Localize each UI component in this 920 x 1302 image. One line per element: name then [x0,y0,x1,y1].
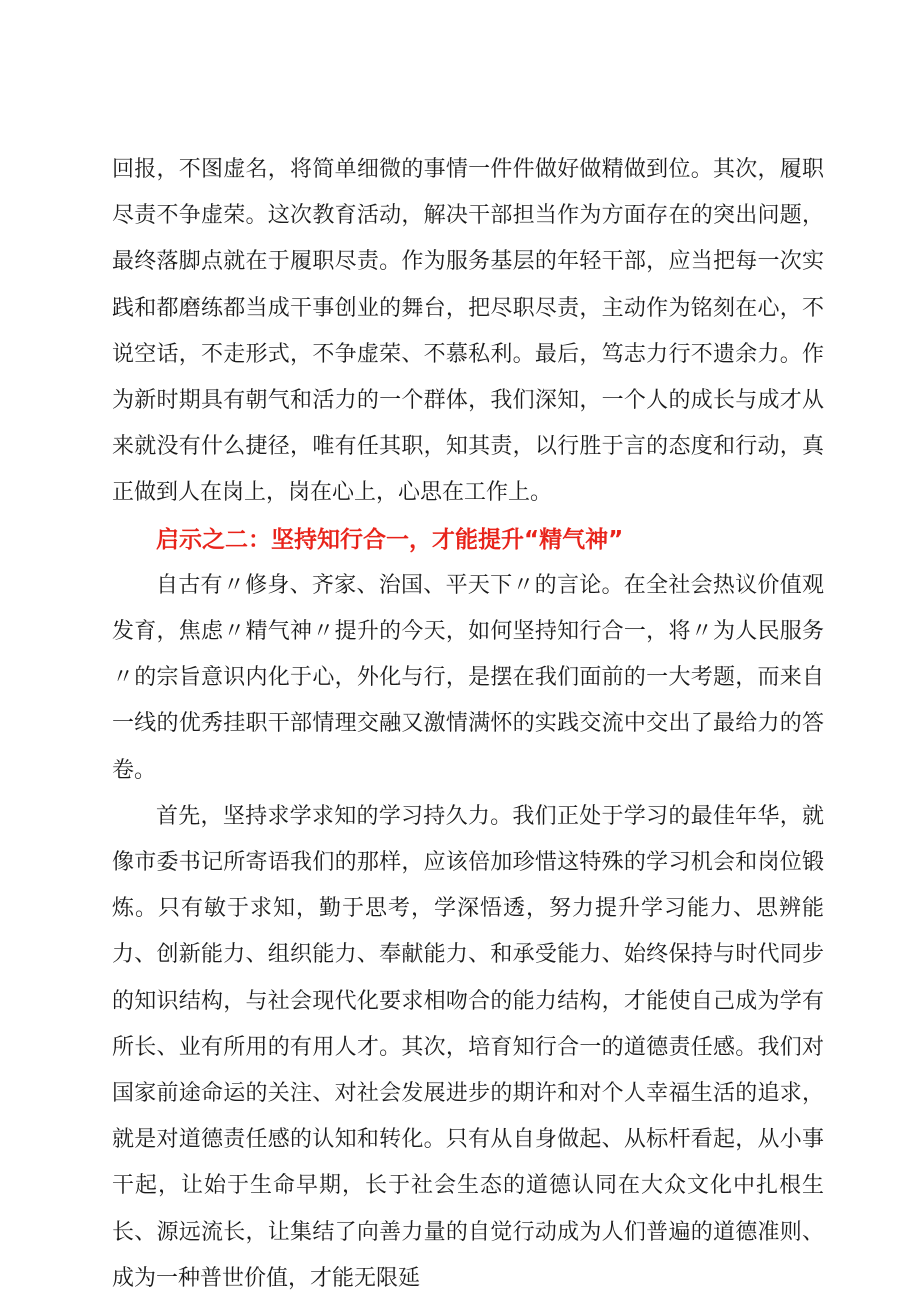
paragraph-continued: 回报，不图虚名，将简单细微的事情一件件做好做精做到位。其次，履职尽责不争虚荣。这次教育活动，解决干部担当作为方面存在的突出问题，最终落脚点就在于履职尽责。作为服务基层的年轻干部，应当把每一次实践和都磨练都当成干事创业的舞台，把尽职尽责，主动作为铭刻在心，不说空话，不走形式，不争虚荣、不慕私利。最后，笃志力行不遗余力。作为新时期具有朝气和活力的一个群体，我们深知，一个人的成长与成才从来就没有什么捷径，唯有任其职，知其责，以行胜于言的态度和行动，真正做到人在岗上，岗在心上，心思在工作上。 [112,157,824,506]
section-heading-2: 启示之二：坚持知行合一，才能提升“精气神” [156,526,624,553]
paragraph-intro-2: 自古有〃修身、齐家、治国、平天下〃的言论。在全社会热议价值观发育，焦虑〃精气神〃提升的今天，如何坚持知行合一，将〃为人民服务〃的宗旨意识内化于心，外化与行，是摆在我们面前的一大考题，而来自一线的优秀挂职干部情理交融又激情满怀的实践交流中交出了最给力的答卷。 [112,572,824,783]
document-body [112,147,824,1302]
paragraph-firstly: 首先，坚持求学求知的学习持久力。我们正处于学习的最佳年华，就像市委书记所寄语我们的那样，应该倍加珍惜这特殊的学习机会和岗位锻炼。只有敏于求知，勤于思考，学深悟透，努力提升学习能力、思辨能力、创新能力、组织能力、奉献能力、和承受能力、始终保持与时代同步的知识结构，与社会现代化要求相吻合的能力结构，才能使自己成为学有所长、业有所用的有用人才。其次，培育知行合一的道德责任感。我们对国家前途命运的关注、对社会发展进步的期许和对个人幸福生活的追求，就是对道德责任感的认知和转化。只有从自身做起、从标杆看起，从小事干起，让始于生命早期，长于社会生态的道德认同在大众文化中扎根生长、源远流长，让集结了向善力量的自觉行动成为人们普遍的道德准则、成为一种普世价值，才能无限延 [112,803,824,1291]
